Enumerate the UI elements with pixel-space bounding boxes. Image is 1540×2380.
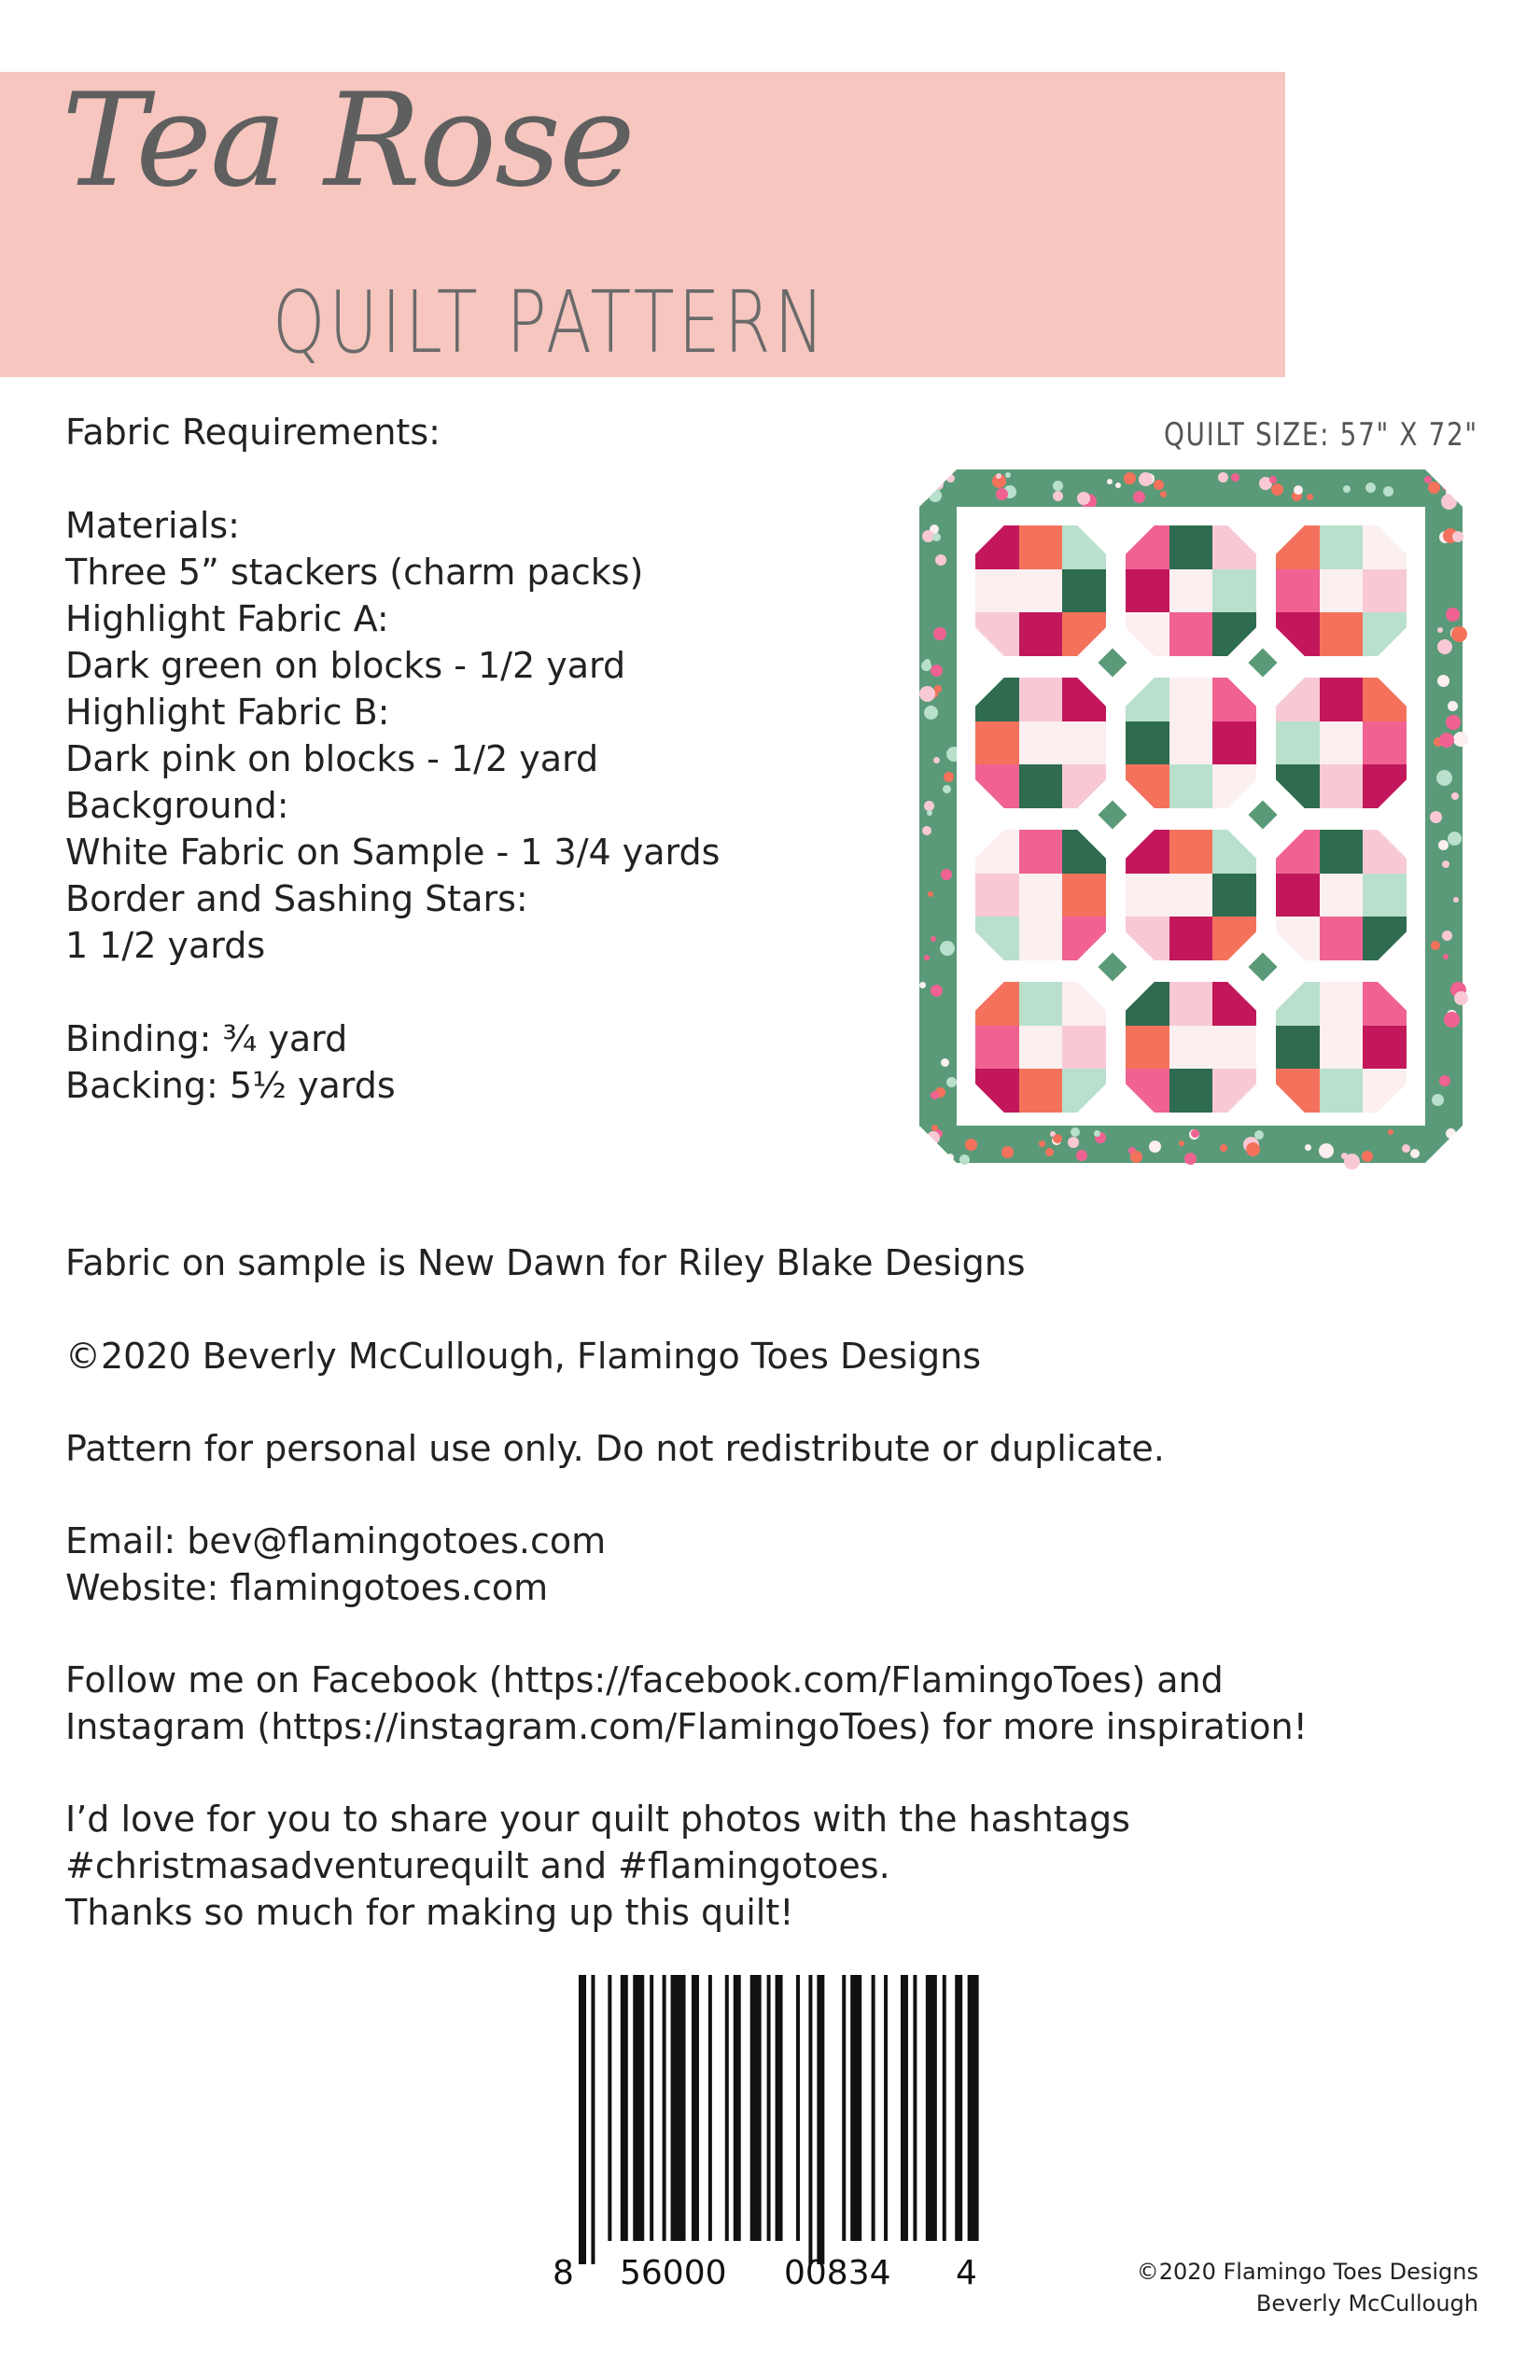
border-flower	[1365, 483, 1376, 493]
usage-note: Pattern for personal use only. Do not redistribute or duplicate.	[65, 1428, 1165, 1469]
border-flower	[1451, 626, 1467, 642]
sashing-star	[1248, 800, 1277, 829]
border-flower	[1184, 1153, 1197, 1165]
border-flower	[959, 1155, 970, 1165]
border-flower	[1453, 732, 1468, 747]
barcode-bar	[850, 1975, 861, 2241]
barcode-bar	[621, 1975, 628, 2241]
footer-copyright: ©2020 Flamingo Toes Designs	[1136, 2259, 1478, 2285]
requirement-line: 1 1/2 yards	[65, 925, 266, 966]
border-flower	[1179, 1141, 1184, 1146]
border-flower	[1077, 492, 1090, 505]
border-flower	[1438, 840, 1449, 850]
border-flower	[1071, 1127, 1080, 1137]
backing-requirement: Backing: 5½ yards	[65, 1065, 396, 1106]
quilt-block	[1126, 525, 1256, 656]
border-flower	[931, 936, 936, 942]
border-flower	[1001, 1146, 1014, 1158]
barcode-bar	[884, 1975, 888, 2241]
barcode-bar	[671, 1975, 686, 2241]
barcode-bar	[842, 1975, 846, 2241]
border-flower	[1343, 485, 1351, 493]
border-flower	[1437, 627, 1443, 633]
sashing-star	[1248, 648, 1277, 677]
social-follow	[65, 1657, 1465, 1750]
barcode-bar	[692, 1975, 699, 2241]
border-flower	[935, 554, 946, 566]
border-flower	[1130, 1151, 1142, 1163]
footer-credit	[1137, 2256, 1478, 2319]
barcode-bar	[579, 1975, 586, 2264]
barcode	[579, 1975, 980, 2264]
border-flower	[928, 891, 933, 897]
border-flower	[1452, 531, 1463, 542]
border-flower	[1442, 931, 1452, 941]
barcode-bar	[926, 1975, 937, 2241]
border-flower	[1053, 481, 1063, 491]
barcode-bar	[708, 1975, 712, 2241]
quilt-block	[975, 678, 1106, 808]
border-flower	[924, 955, 930, 960]
quilt-block	[975, 525, 1106, 656]
border-flower	[1124, 472, 1136, 484]
border-flower	[1231, 473, 1239, 482]
border-flower	[1133, 491, 1145, 503]
border-flower	[1436, 770, 1452, 786]
border-flower	[924, 659, 931, 665]
barcode-bar	[808, 1975, 812, 2264]
barcode-bar	[901, 1975, 908, 2241]
border-flower	[941, 869, 952, 880]
border-flower	[927, 810, 932, 816]
barcode-bar	[796, 1975, 800, 2241]
border-flower	[1220, 1144, 1227, 1152]
border-flower	[1442, 861, 1449, 868]
border-flower	[1076, 1150, 1087, 1161]
border-flower	[1439, 1075, 1450, 1086]
border-flower	[1307, 494, 1313, 500]
contact-info	[65, 1518, 1465, 1611]
website-line: Website: flamingotoes.com	[65, 1567, 549, 1608]
border-flower	[922, 826, 931, 835]
border-flower	[1451, 792, 1459, 800]
border-flower	[933, 757, 940, 763]
quilt-block	[975, 830, 1106, 960]
fabric-requirements	[65, 409, 905, 1109]
quilt-block	[975, 982, 1106, 1113]
barcode-bar	[872, 1975, 875, 2241]
border-flower	[1437, 675, 1449, 687]
requirement-line: Highlight Fabric B:	[65, 692, 390, 733]
quilt-block	[1126, 678, 1256, 808]
requirements-heading: Fabric Requirements:	[65, 412, 441, 453]
barcode-bar	[776, 1975, 783, 2241]
border-flower	[1305, 1144, 1311, 1151]
barcode-bar	[968, 1975, 979, 2241]
border-flower	[919, 686, 935, 702]
border-flower	[1448, 701, 1458, 711]
sashing-star	[1248, 952, 1277, 981]
border-flower	[931, 985, 943, 997]
barcode-bar	[633, 1975, 644, 2241]
border-flower	[1362, 1151, 1373, 1162]
barcode-bar	[955, 1975, 962, 2241]
barcode-bar	[943, 1975, 946, 2241]
barcode-group-1: 56000	[620, 2254, 727, 2292]
fabric-note: Fabric on sample is New Dawn for Riley Blake Designs	[65, 1242, 1026, 1283]
barcode-bar	[750, 1975, 762, 2241]
quilt-size-label: QUILT SIZE: 57" X 72"	[1164, 416, 1478, 454]
barcode-bar	[725, 1975, 729, 2241]
border-flower	[1428, 482, 1440, 494]
barcode-digit-first: 8	[553, 2254, 574, 2292]
border-flower	[1005, 472, 1011, 478]
email-line: Email: bev@flamingotoes.com	[65, 1520, 607, 1561]
barcode-number	[553, 2254, 982, 2301]
corner-triangle	[1425, 1126, 1463, 1163]
border-flower	[1439, 733, 1454, 748]
border-flower	[919, 982, 926, 988]
barcode-digit-last: 4	[956, 2254, 977, 2292]
barcode-bar	[650, 1975, 653, 2241]
border-flower	[1160, 491, 1167, 497]
border-flower	[1453, 897, 1459, 903]
requirement-line: Highlight Fabric A:	[65, 598, 389, 639]
border-flower	[1444, 1012, 1460, 1028]
border-flower	[1053, 491, 1063, 501]
barcode-group-2: 00834	[784, 2254, 891, 2292]
border-flower	[1269, 476, 1277, 483]
border-flower	[1383, 486, 1393, 497]
footer-author: Beverly McCullough	[1255, 2290, 1478, 2317]
instagram-line: Instagram (https://instagram.com/FlamingoToes) for more inspiration!	[65, 1706, 1308, 1747]
barcode-bar	[734, 1975, 741, 2241]
requirement-line: Background:	[65, 785, 289, 826]
quilt-block	[1126, 830, 1256, 960]
border-flower	[944, 772, 954, 782]
requirement-line: Dark pink on blocks - 1/2 yard	[65, 738, 599, 779]
quilt-photo	[919, 469, 1463, 1163]
border-flower	[1254, 1130, 1264, 1140]
barcode-bar	[608, 1975, 611, 2241]
border-flower	[1139, 472, 1153, 486]
sashing-star	[1098, 648, 1127, 677]
barcode-bar	[913, 1975, 917, 2241]
border-flower	[941, 1058, 949, 1067]
border-flower	[1446, 715, 1461, 730]
barcode-bar	[663, 1975, 666, 2241]
border-flower	[932, 533, 941, 541]
requirement-line: Border and Sashing Stars:	[65, 878, 528, 919]
copyright-line: ©2020 Beverly McCullough, Flamingo Toes Designs	[65, 1336, 982, 1377]
border-flower	[1431, 941, 1440, 950]
border-flower	[1437, 639, 1452, 654]
requirement-line: White Fabric on Sample - 1 3/4 yards	[65, 832, 721, 873]
quilt-block	[1276, 982, 1407, 1113]
barcode-bar	[591, 1975, 595, 2264]
border-flower	[1271, 483, 1283, 496]
border-flower	[1319, 1143, 1334, 1158]
facebook-line: Follow me on Facebook (https://facebook.com/FlamingoToes) and	[65, 1659, 1224, 1701]
binding-requirement: Binding: ¾ yard	[65, 1018, 348, 1059]
border-flower	[1039, 1141, 1045, 1147]
border-flower	[1388, 1129, 1393, 1135]
pattern-subtitle: QUILT PATTERN	[273, 273, 829, 372]
pattern-title: Tea Rose	[62, 65, 634, 216]
border-flower	[1410, 1149, 1420, 1158]
border-flower	[1446, 608, 1460, 622]
border-flower	[1294, 485, 1303, 495]
border-flower	[1454, 991, 1468, 1005]
border-flower	[1344, 1154, 1360, 1169]
border-flower	[1246, 1142, 1260, 1156]
sashing-star	[1098, 952, 1127, 981]
border-flower	[965, 1139, 977, 1151]
quilt-block	[1126, 982, 1256, 1113]
border-flower	[924, 706, 938, 720]
sashing-star	[1098, 800, 1127, 829]
border-flower	[1448, 832, 1462, 846]
border-flower	[943, 785, 951, 793]
border-flower	[931, 1091, 939, 1099]
barcode-bar	[817, 1975, 824, 2264]
quilt-center	[957, 507, 1425, 1126]
requirement-line: Three 5” stackers (charm packs)	[65, 552, 644, 593]
quilt-block	[1276, 830, 1407, 960]
barcode-bar	[767, 1975, 771, 2241]
quilt-block	[1276, 525, 1407, 656]
requirement-line: Dark green on blocks - 1/2 yard	[65, 645, 626, 686]
border-flower	[1402, 1144, 1410, 1153]
border-flower	[1218, 472, 1228, 483]
quilt-block	[1276, 678, 1407, 808]
border-flower	[1068, 1137, 1079, 1148]
border-flower	[1115, 483, 1121, 488]
border-flower	[996, 488, 1008, 500]
border-flower	[1045, 1148, 1054, 1156]
border-flower	[1154, 480, 1164, 490]
border-flower	[946, 1077, 957, 1087]
border-flower	[931, 665, 943, 677]
materials-heading: Materials:	[65, 505, 240, 546]
border-flower	[933, 627, 946, 640]
border-flower	[1149, 1141, 1161, 1153]
border-flower	[1107, 479, 1113, 484]
border-flower	[1443, 954, 1449, 959]
border-flower	[1432, 1094, 1444, 1106]
hashtag-note: I’d love for you to share your quilt photos with the hashtags #christmasadventurequilt and #flamingotoes. Thanks so much for making up this quilt!	[65, 1799, 1130, 1933]
border-flower	[1430, 811, 1442, 823]
border-flower	[940, 941, 955, 956]
